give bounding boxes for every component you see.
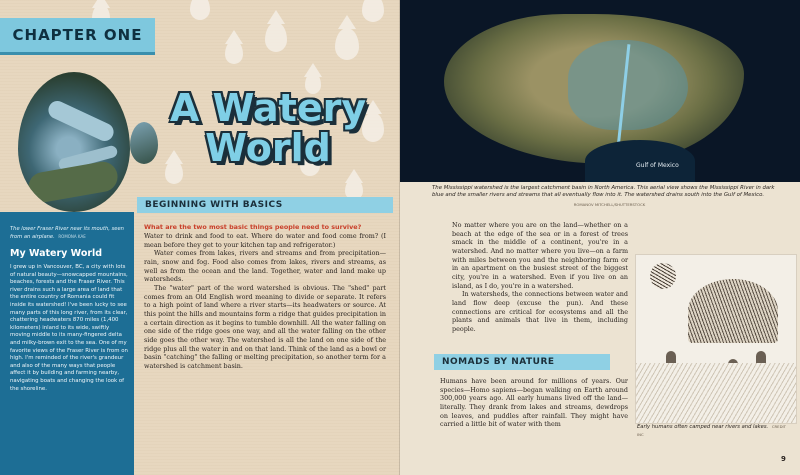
section-heading-basics: BEGINNING WITH BASICS [137,197,393,213]
section-heading-nomads: NOMADS BY NATURE [434,354,610,370]
body-column-left [144,232,386,371]
sidebar-text: I grew up in Vancouver, BC, a city with lots of natural beauty—snowcapped mountains, beaches, forests and the Fraser River. This river drains such a large area of land that the entire country of Romania could fit inside its watershed! I've been lucky to see many parts of this long river, from its clear, chattering headwaters 870 miles (1,400 kilometers) inland to its wide, swiftly moving middle to its many-fingered delta and milky-brown exit to the sea. One of my favorite views of the Fraser River is from on high. I'm reminded of the river's grandeur and also of the many ways that people affect it by building and farming nearby, navigating boats and changing the look of the shoreline. [10,264,128,392]
section-question: What are the two most basic things people need to survive? [144,223,362,231]
fraser-river-photo [18,72,130,212]
illustration-caption [637,423,793,439]
body-column-right-bottom [440,377,628,429]
raindrop-decoration [190,0,210,20]
paragraph: Humans have been around for millions of years. Our species—Homo sapiens—began walking on Earth around 300,000 years ago. All early humans lived off the land—literally. They drank from lakes and streams, dewdrops on leaves, and puddles after rainfall. They might have carried a little bit of water with them [440,377,628,429]
illustration-tree [650,263,676,289]
title-line-1: A Watery [169,86,367,130]
early-humans-illustration [635,254,797,424]
raindrop-decoration [265,22,287,52]
map-caption [432,185,787,208]
illustration-ground [636,363,796,423]
map-caption-text: The Mississippi watershed is the largest catchment basin in North America. This aerial view shows the Mississippi River in dark blue and the smaller rivers and streams that all eventually flow into it. The watershed drains south into the Gulf of Mexico. [432,185,775,199]
illustration-credit: CREDIT INC [637,424,786,437]
chapter-banner [0,18,155,55]
paragraph: Water to drink and food to eat. Where do water and food come from? (I mean before they get to your kitchen tap and refrigerator.) [144,232,386,249]
chapter-label: CHAPTER ONE [12,26,143,44]
paragraph: In watersheds, the connections between water and land flow deep (excuse the pun). And these connections are critical for ecosystems and all the plants and animals that live in them, including people. [452,290,628,333]
map-credit: ROMANOV MITCHELL/SHUTTERSTOCK [573,201,646,207]
map-gulf-label: Gulf of Mexico [636,162,679,169]
illustration-caption-text: Early humans often camped near rivers and lakes. [637,424,769,430]
title-line-2: World [205,126,331,170]
chapter-title [148,88,388,168]
photo-caption [10,226,130,241]
page-number: 9 [781,455,786,463]
photo-caption-text: The lower Fraser River near its mouth, seen from an airplane. [10,226,124,240]
body-column-right-top [452,221,628,334]
mississippi-watershed-map [400,0,800,182]
photo-credit: ROMONA KAE [58,234,86,239]
paragraph: The "water" part of the word watershed is obvious. The "shed" part comes from an Old English word meaning to divide or separate. It refers to a high point of land where a river starts—its headwaters or source. At this point the hills and mountains form a ridge that guides precipitation in a certain direction as it begins to tumble downhill. All the water falling on one side of the ridge goes one way, and all the water falling on the other side goes the other way. The watershed is all the land on one side of the ridge plus all the water in and on that land. Think of the land as a bowl or basin "catching" the falling or melting precipitation, so another term for a watershed is catchment basin. [144,283,386,370]
sidebar-box [0,212,134,475]
paragraph: Water comes from lakes, rivers and streams and from precipitation—rain, snow and fog. Food also comes from lakes, rivers and streams, as well as from the ocean and the land. Together, water and land make up watersheds. [144,249,386,284]
sidebar-title: My Watery World [10,248,103,259]
paragraph: No matter where you are on the land—whether on a beach at the edge of the sea or in a forest of trees smack in the middle of a continent, you're in a watershed. And no matter where you live—on a farm with miles between you and the neighboring farm or in an apartment on the busiest street of the biggest city, you're in a watershed. Even if you live on an island, as I do, you're in a watershed. [452,221,628,290]
right-page [400,0,800,475]
raindrop-decoration [362,0,384,22]
raindrop-decoration [225,40,243,64]
map-gulf [585,140,695,182]
raindrop-decoration [335,28,359,60]
illustration-hut [688,279,778,343]
